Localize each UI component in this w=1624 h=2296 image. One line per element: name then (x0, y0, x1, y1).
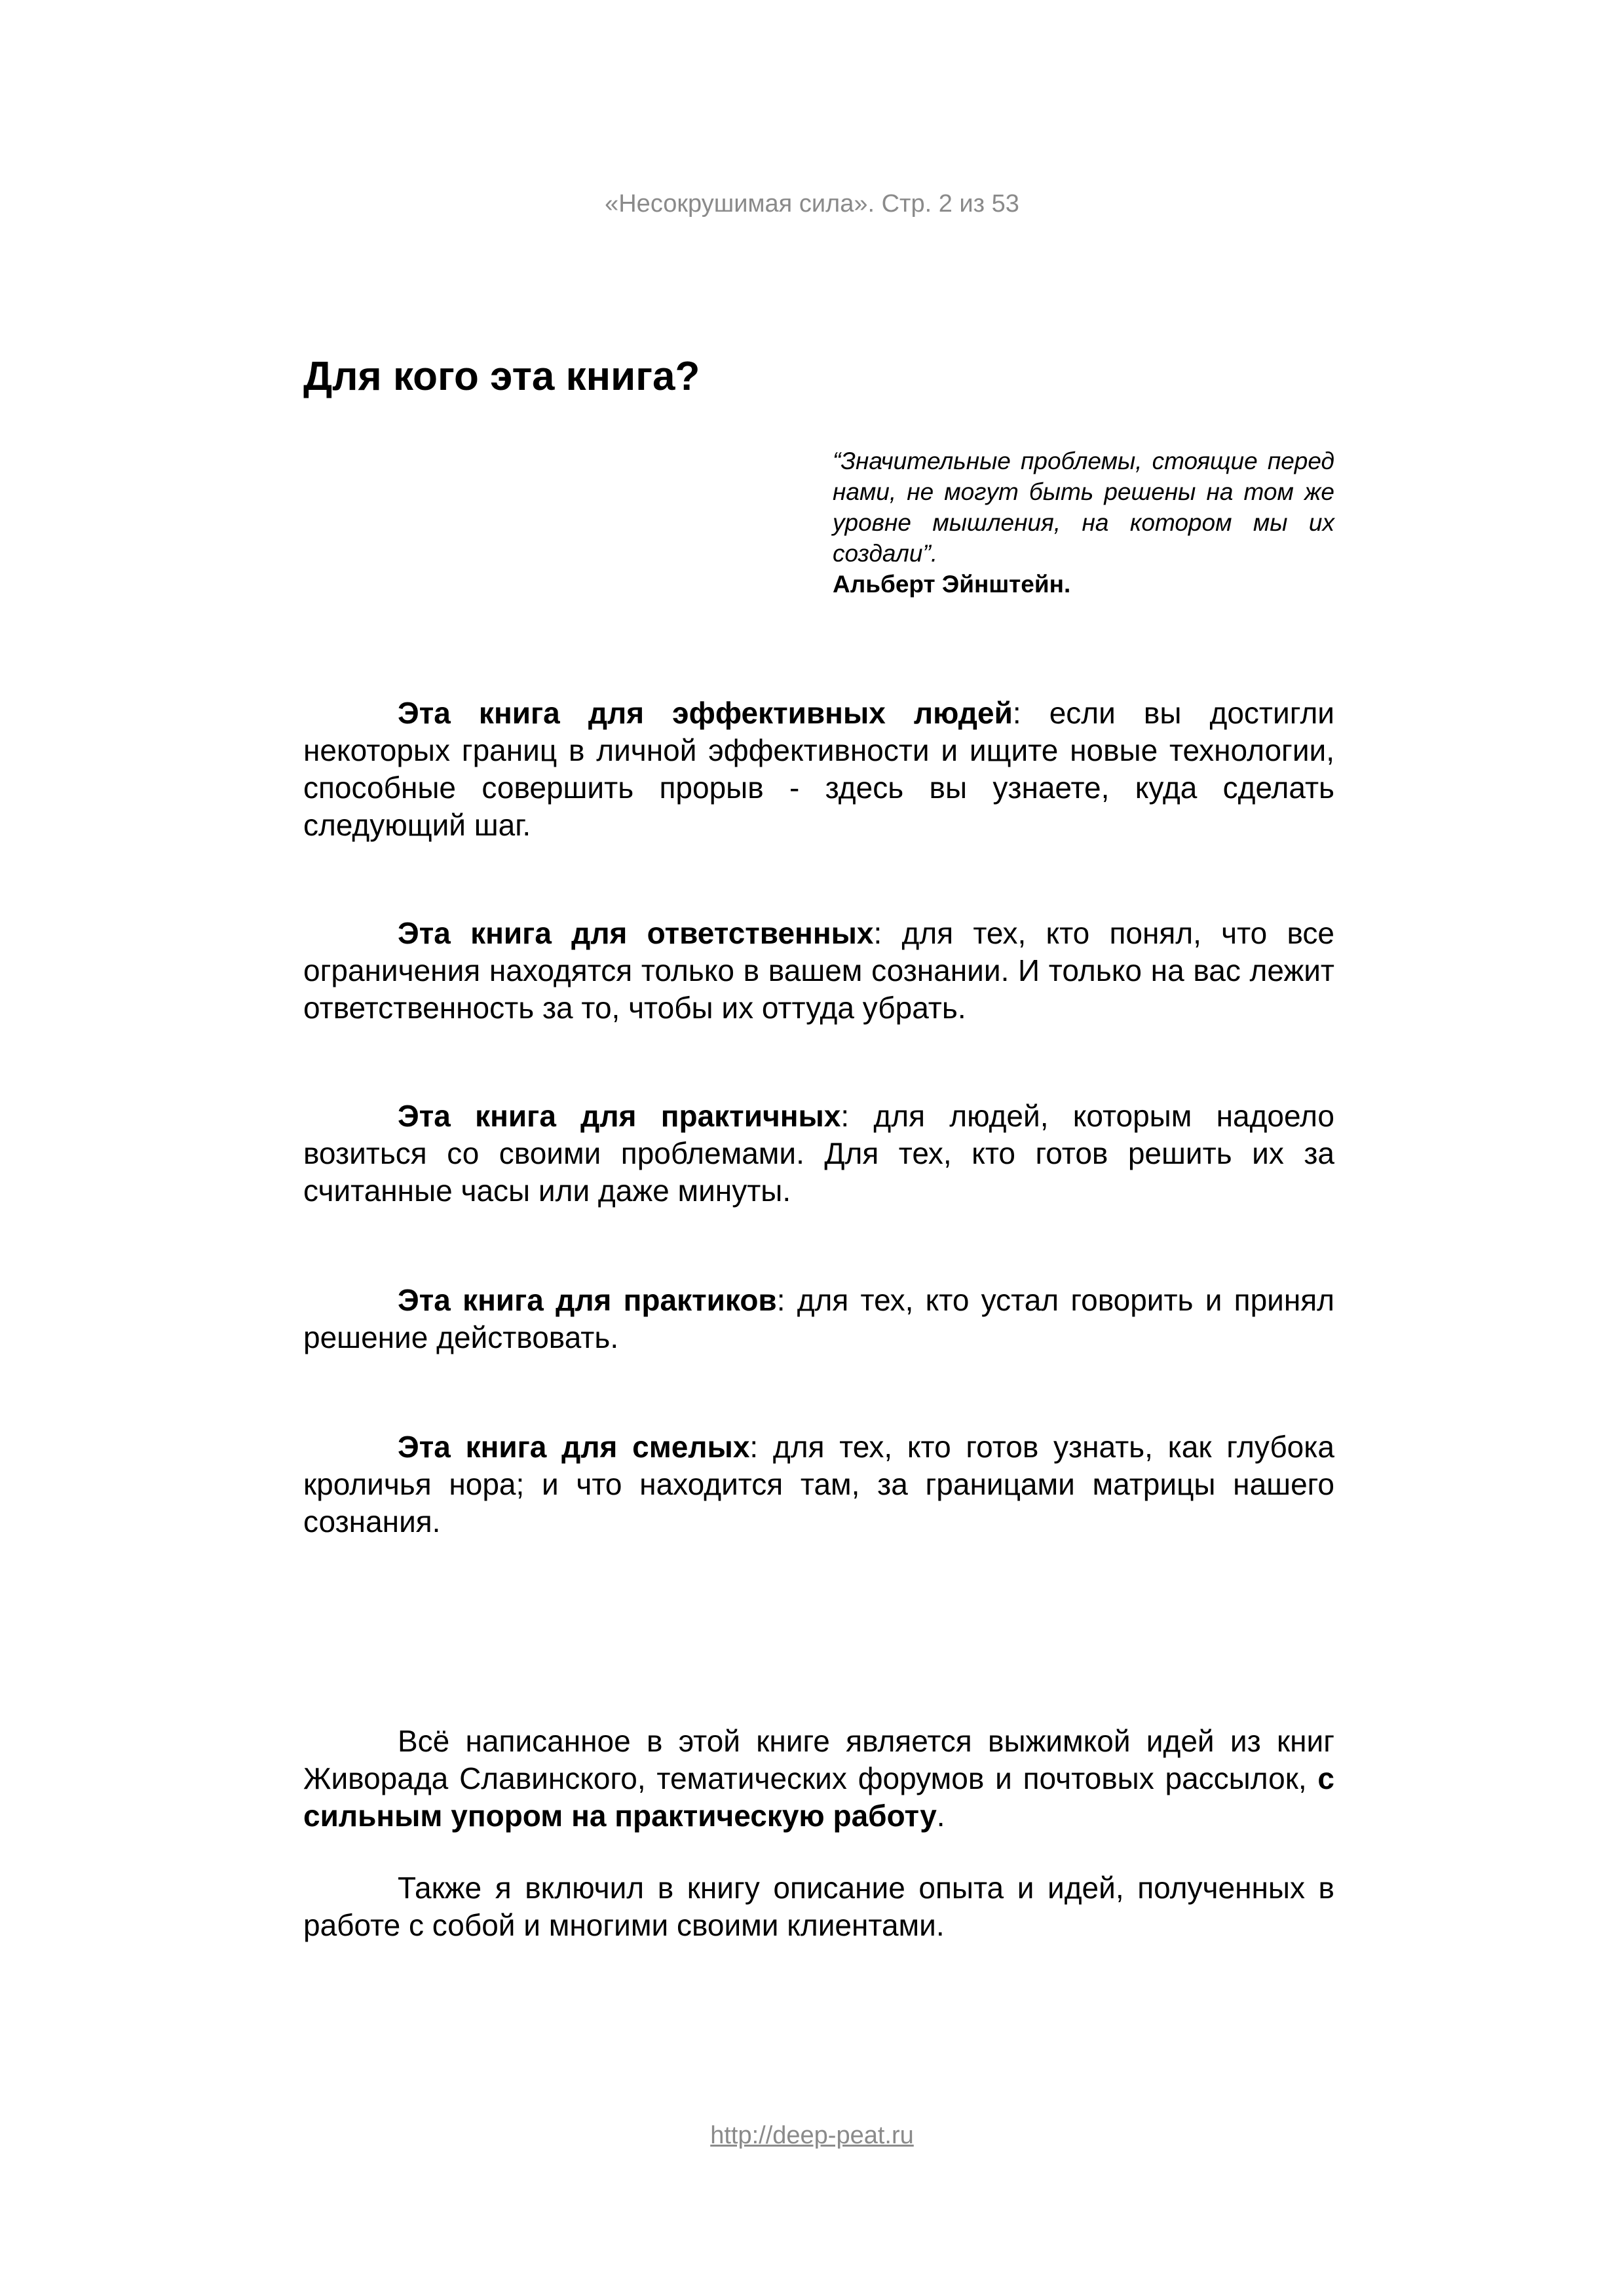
sources-emphasis: с сильным упором на практическую работу (303, 1761, 1334, 1833)
audience-text: : для тех, кто понял, что все ограничения находятся только в вашем сознании. И только на вас лежит ответственность за то, чтобы их оттуда убрать. (303, 916, 1335, 1025)
audience-text: : для людей, которым надоело возиться со своими проблемами. Для тех, кто готов решить их за считанные часы или даже минуты. (303, 1099, 1335, 1208)
audience-paragraph-responsible (303, 915, 1334, 1027)
page-title: Для кого эта книга? (303, 354, 700, 399)
experience-paragraph: Также я включил в книгу описание опыта и идей, полученных в работе с собой и многими своими клиентами. (303, 1871, 1334, 1942)
sources-paragraph (303, 1723, 1334, 1835)
audience-paragraph-effective (303, 695, 1334, 844)
audience-paragraph-practical (303, 1098, 1334, 1210)
epigraph (833, 446, 1334, 600)
audience-lead: Эта книга для практичных (398, 1099, 841, 1133)
audience-text: : для тех, кто устал говорить и принял решение действовать. (303, 1283, 1334, 1354)
running-header: «Несокрушимая сила». Стр. 2 из 53 (605, 190, 1019, 218)
audience-text: : для тех, кто готов узнать, как глубока кроличья нора; и что находится там, за границами матрицы нашего сознания. (303, 1430, 1334, 1539)
sources-text-end: . (936, 1799, 945, 1833)
audience-paragraph-brave (303, 1428, 1334, 1540)
audience-text: : если вы достигли некоторых границ в личной эффективности и ищите новые технологии, способные совершить прорыв - здесь вы узнаете, куда сделать следующий шаг. (303, 696, 1334, 842)
audience-lead: Эта книга для эффективных людей (398, 696, 1013, 730)
audience-lead: Эта книга для ответственных (398, 916, 874, 950)
epigraph-author: Альберт Эйнштейн. (833, 571, 1071, 598)
audience-lead: Эта книга для практиков (398, 1283, 777, 1317)
footer-website-link[interactable]: http://deep-peat.ru (710, 2122, 914, 2149)
sources-text: Всё написанное в этой книге является выжимкой идей из книг Живорада Славинского, тематических форумов и почтовых рассылок, (303, 1724, 1334, 1795)
audience-paragraph-practitioners (303, 1282, 1334, 1356)
footer (0, 2120, 1624, 2151)
audience-lead: Эта книга для смелых (398, 1430, 750, 1464)
epigraph-quote: “Значительные проблемы, стоящие перед нами, не могут быть решены на том же уровне мышления, на котором мы их создали”. (833, 448, 1334, 567)
